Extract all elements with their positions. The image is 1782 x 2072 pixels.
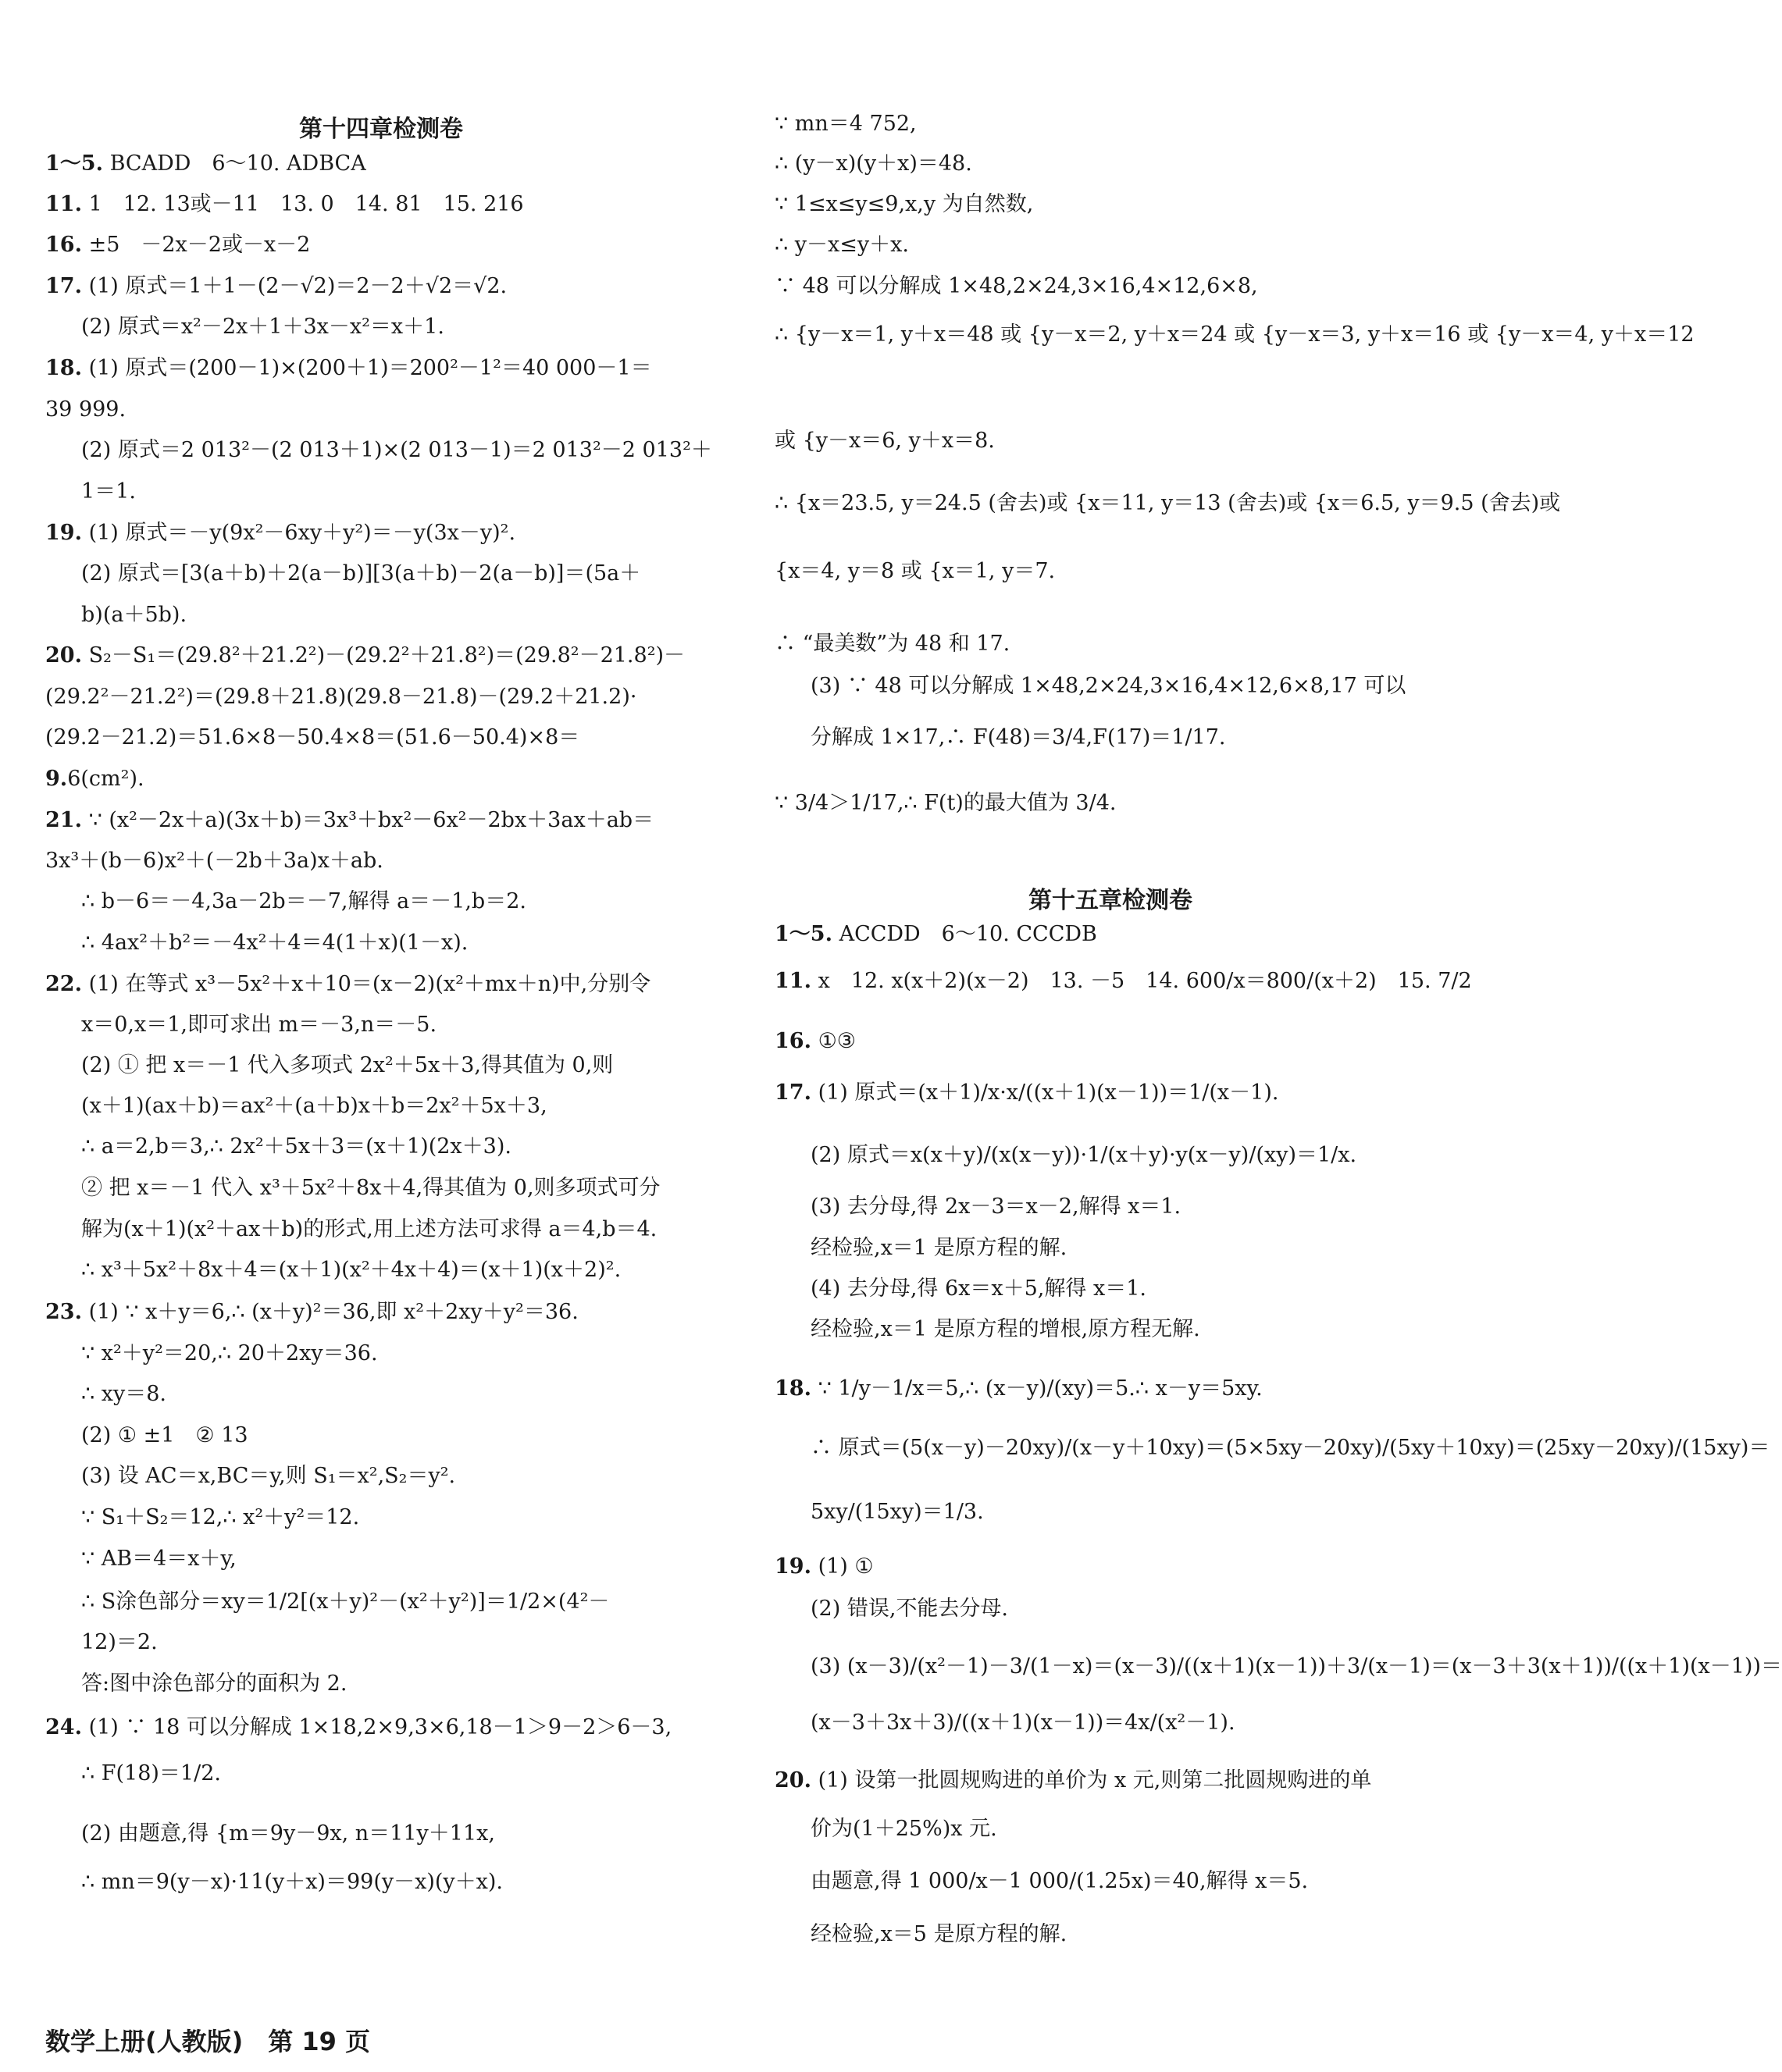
answer-line: 17. (1) 原式＝(x＋1)/x·x/((x＋1)(x－1))＝1/(x－1).	[775, 1081, 1279, 1105]
answer-line: (2) 原式＝[3(a＋b)＋2(a－b)][3(a＋b)－2(a－b)]＝(5a＋	[81, 561, 641, 586]
answer-line: 19. (1) ①	[775, 1554, 874, 1579]
answer-line: 3x³＋(b－6)x²＋(－2b＋3a)x＋ab.	[45, 849, 383, 873]
answer-line: 1～5. ACCDD 6～10. CCCDB	[775, 922, 1097, 946]
answer-line: (3) (x－3)/(x²－1)－3/(1－x)＝(x－3)/((x＋1)(x－1))＋3/(x－1)＝(x－3＋3(x＋1))/((x＋1)(x－1))＝	[811, 1654, 1782, 1679]
question-number: 11.	[45, 192, 82, 216]
question-number: 1～5.	[45, 151, 103, 176]
answer-line: ∴ b－6＝－4,3a－2b＝－7,解得 a＝－1,b＝2.	[81, 889, 526, 913]
answer-line: ∴ F(18)＝1/2.	[81, 1761, 221, 1785]
answer-line: 18. (1) 原式＝(200－1)×(200＋1)＝200²－1²＝40 000－1＝	[45, 356, 652, 380]
answer-line: 23. (1) ∵ x＋y＝6,∴ (x＋y)²＝36,即 x²＋2xy＋y²＝36.	[45, 1300, 579, 1324]
question-number: 19.	[45, 521, 82, 545]
answer-line: 1＝1.	[81, 479, 136, 504]
answer-line: ∴ {y－x＝1, y＋x＝48 或 {y－x＝2, y＋x＝24 或 {y－x＝3, y＋x＝16 或 {y－x＝4, y＋x＝12	[775, 322, 1695, 347]
answer-line: ∴ y－x≤y＋x.	[775, 233, 909, 257]
answer-line: 20. (1) 设第一批圆规购进的单价为 x 元,则第二批圆规购进的单	[775, 1768, 1372, 1793]
answer-line: 分解成 1×17,∴ F(48)＝3/4,F(17)＝1/17.	[811, 725, 1226, 749]
answer-line: 21. ∵ (x²－2x＋a)(3x＋b)＝3x³＋bx²－6x²－2bx＋3ax＋ab＝	[45, 808, 654, 832]
answer-line: (2) ① ±1 ② 13	[81, 1423, 248, 1447]
answer-line: 24. (1) ∵ 18 可以分解成 1×18,2×9,3×6,18－1＞9－2＞6－3,	[45, 1715, 672, 1739]
answer-line: ∵ 1≤x≤y≤9,x,y 为自然数,	[775, 192, 1034, 216]
page-footer: 数学上册(人教版) 第 19 页	[45, 2027, 371, 2056]
answer-line: ∵ mn＝4 752,	[775, 112, 917, 136]
answer-line: ∴ “最美数”为 48 和 17.	[775, 632, 1010, 656]
question-number: 21.	[45, 808, 82, 832]
answer-line: ∵ S₁＋S₂＝12,∴ x²＋y²＝12.	[81, 1505, 360, 1529]
question-number: 16.	[45, 233, 82, 257]
answer-line: 11. x 12. x(x＋2)(x－2) 13. －5 14. 600/x＝800/(x＋2) 15. 7/2	[775, 969, 1472, 993]
answer-line: ∴ 原式＝(5(x－y)－20xy)/(x－y＋10xy)＝(5×5xy－20xy)/(5xy＋10xy)＝(25xy－20xy)/(15xy)＝	[811, 1436, 1770, 1460]
answer-line: (2) 原式＝x²－2x＋1＋3x－x²＝x＋1.	[81, 315, 444, 339]
answer-line: ∴ (y－x)(y＋x)＝48.	[775, 151, 972, 176]
answer-line: ∴ a＝2,b＝3,∴ 2x²＋5x＋3＝(x＋1)(2x＋3).	[81, 1134, 511, 1159]
answer-line: (29.2－21.2)＝51.6×8－50.4×8＝(51.6－50.4)×8＝	[45, 725, 580, 749]
answer-line: 39 999.	[45, 397, 127, 422]
answer-line: (x＋1)(ax＋b)＝ax²＋(a＋b)x＋b＝2x²＋5x＋3,	[81, 1094, 547, 1118]
question-number: 23.	[45, 1300, 82, 1324]
question-number: 9.	[45, 767, 68, 791]
answer-line: ② 把 x＝－1 代入 x³＋5x²＋8x＋4,得其值为 0,则多项式可分	[81, 1176, 661, 1200]
answer-line: 18. ∵ 1/y－1/x＝5,∴ (x－y)/(xy)＝5.∴ x－y＝5xy.	[775, 1376, 1263, 1401]
question-number: 11.	[775, 969, 811, 993]
answer-line: 经检验,x＝1 是原方程的解.	[811, 1236, 1067, 1260]
answer-line: 22. (1) 在等式 x³－5x²＋x＋10＝(x－2)(x²＋mx＋n)中,分别令	[45, 972, 651, 996]
question-number: 17.	[45, 274, 82, 298]
answer-line: {x＝4, y＝8 或 {x＝1, y＝7.	[775, 559, 1056, 583]
answer-line: ∴ x³＋5x²＋8x＋4＝(x＋1)(x²＋4x＋4)＝(x＋1)(x＋2)².	[81, 1258, 622, 1282]
answer-line: ∵ 48 可以分解成 1×48,2×24,3×16,4×12,6×8,	[775, 274, 1258, 298]
question-number: 20.	[45, 643, 82, 668]
question-number: 22.	[45, 972, 82, 996]
answer-line: 经检验,x＝1 是原方程的增根,原方程无解.	[811, 1317, 1200, 1341]
answer-line: (3) ∵ 48 可以分解成 1×48,2×24,3×16,4×12,6×8,17 可以	[811, 674, 1406, 698]
answer-line: 17. (1) 原式＝1＋1－(2－√2)＝2－2＋√2＝√2.	[45, 274, 508, 298]
answer-line: (2) ① 把 x＝－1 代入多项式 2x²＋5x＋3,得其值为 0,则	[81, 1053, 614, 1077]
chapter-15-heading: 第十五章检测卷	[1028, 887, 1192, 914]
question-number: 16.	[775, 1029, 811, 1053]
answer-line: 答:图中涂色部分的面积为 2.	[81, 1671, 347, 1696]
answer-line: 由题意,得 1 000/x－1 000/(1.25x)＝40,解得 x＝5.	[811, 1869, 1309, 1893]
answer-line: x＝0,x＝1,即可求出 m＝－3,n＝－5.	[81, 1013, 437, 1037]
answer-line: 16. ①③	[775, 1029, 856, 1053]
question-number: 20.	[775, 1768, 811, 1793]
answer-line: 12)＝2.	[81, 1630, 158, 1654]
answer-line: ∵ 3/4＞1/17,∴ F(t)的最大值为 3/4.	[775, 791, 1117, 815]
answer-line: 经检验,x＝5 是原方程的解.	[811, 1922, 1067, 1946]
answer-line: (2) 错误,不能去分母.	[811, 1597, 1008, 1621]
answer-line: 价为(1＋25%)x 元.	[811, 1817, 997, 1841]
answer-line: (2) 由题意,得 {m＝9y－9x, n＝11y＋11x,	[81, 1821, 495, 1846]
question-number: 18.	[775, 1376, 811, 1401]
answer-line: 19. (1) 原式＝－y(9x²－6xy＋y²)＝－y(3x－y)².	[45, 521, 516, 545]
question-number: 18.	[45, 356, 82, 380]
answer-line: (4) 去分母,得 6x＝x＋5,解得 x＝1.	[811, 1276, 1146, 1301]
answer-line: (3) 去分母,得 2x－3＝x－2,解得 x＝1.	[811, 1194, 1181, 1219]
question-number: 24.	[45, 1715, 82, 1739]
answer-line: ∴ S涂色部分＝xy＝1/2[(x＋y)²－(x²＋y²)]＝1/2×(4²－	[81, 1590, 610, 1614]
question-number: 1～5.	[775, 922, 832, 946]
answer-line: 20. S₂－S₁＝(29.8²＋21.2²)－(29.2²＋21.8²)＝(29.8²－21.8²)－	[45, 643, 686, 668]
answer-line: (3) 设 AC＝x,BC＝y,则 S₁＝x²,S₂＝y².	[81, 1464, 456, 1488]
answer-line: (2) 原式＝x(x＋y)/(x(x－y))·1/(x＋y)·y(x－y)/(xy)＝1/x.	[811, 1143, 1357, 1167]
answer-line: 解为(x＋1)(x²＋ax＋b)的形式,用上述方法可求得 a＝4,b＝4.	[81, 1217, 658, 1241]
answer-line: (x－3＋3x＋3)/((x＋1)(x－1))＝4x/(x²－1).	[811, 1711, 1235, 1735]
answer-line: ∴ 4ax²＋b²＝－4x²＋4＝4(1＋x)(1－x).	[81, 931, 469, 955]
answer-line: ∵ AB＝4＝x＋y,	[81, 1547, 237, 1571]
answer-line: 11. 1 12. 13或－11 13. 0 14. 81 15. 216	[45, 192, 524, 216]
answer-line: 16. ±5 －2x－2或－x－2	[45, 233, 311, 257]
answer-line: 1～5. BCADD 6～10. ADBCA	[45, 151, 366, 176]
question-number: 17.	[775, 1081, 811, 1105]
answer-line: (2) 原式＝2 013²－(2 013＋1)×(2 013－1)＝2 013²－2 013²＋	[81, 438, 712, 462]
answer-line: ∵ x²＋y²＝20,∴ 20＋2xy＝36.	[81, 1341, 378, 1365]
answer-line: ∴ xy＝8.	[81, 1382, 167, 1406]
answer-line: 9.6(cm²).	[45, 767, 144, 791]
answer-line: 5xy/(15xy)＝1/3.	[811, 1500, 984, 1524]
answer-line: b)(a＋5b).	[81, 603, 187, 627]
answer-line: ∴ {x＝23.5, y＝24.5 (舍去)或 {x＝11, y＝13 (舍去)或 {x＝6.5, y＝9.5 (舍去)或	[775, 491, 1561, 515]
chapter-14-heading: 第十四章检测卷	[299, 116, 463, 143]
answer-line: (29.2²－21.2²)＝(29.8＋21.8)(29.8－21.8)－(29.2＋21.2)·	[45, 685, 637, 709]
answer-line: 或 {y－x＝6, y＋x＝8.	[775, 429, 995, 453]
question-number: 19.	[775, 1554, 811, 1579]
answer-line: ∴ mn＝9(y－x)·11(y＋x)＝99(y－x)(y＋x).	[81, 1870, 503, 1894]
